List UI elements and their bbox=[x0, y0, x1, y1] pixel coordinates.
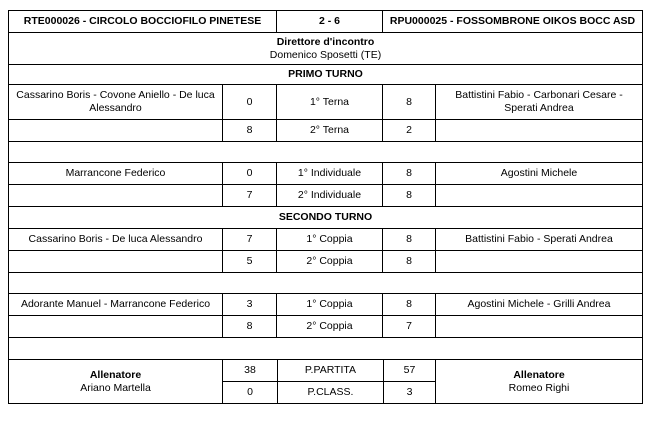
home-coach-title: Allenatore bbox=[89, 368, 142, 381]
footer-row bbox=[8, 360, 643, 404]
home-total: 0 bbox=[247, 386, 253, 398]
match-row bbox=[8, 120, 643, 142]
home-score: 3 bbox=[222, 294, 276, 315]
section-row-second-round bbox=[8, 207, 643, 229]
home-players-empty bbox=[9, 120, 222, 141]
home-coach-name: Ariano Martella bbox=[80, 381, 151, 394]
home-players: Adorante Manuel - Marrancone Federico bbox=[20, 298, 211, 310]
away-players: Agostini Michele bbox=[435, 163, 642, 184]
total-label: P.PARTITA bbox=[277, 360, 383, 381]
total-label: P.CLASS. bbox=[277, 382, 383, 403]
home-coach-cell bbox=[9, 360, 222, 403]
home-total: 38 bbox=[244, 364, 256, 376]
away-coach-name: Romeo Righi bbox=[508, 381, 570, 394]
home-score: 7 bbox=[222, 185, 276, 206]
away-players: Battistini Fabio - Carbonari Cesare - Sperati Andrea bbox=[435, 85, 642, 119]
away-score: 8 bbox=[382, 85, 435, 119]
header-row bbox=[8, 10, 643, 33]
away-score: 8 bbox=[382, 251, 435, 272]
away-score: 8 bbox=[382, 163, 435, 184]
home-players-empty bbox=[9, 185, 222, 206]
away-players: Battistini Fabio - Sperati Andrea bbox=[435, 229, 642, 250]
totals-row bbox=[223, 360, 435, 382]
away-score: 7 bbox=[382, 316, 435, 337]
game-label: 2° Coppia bbox=[276, 251, 382, 272]
home-score: 0 bbox=[222, 85, 276, 119]
director-cell bbox=[9, 33, 642, 64]
section-row-first-round bbox=[8, 65, 643, 85]
away-players-empty bbox=[435, 185, 642, 206]
match-row bbox=[8, 185, 643, 207]
game-label: 1° Coppia bbox=[276, 294, 382, 315]
away-players-empty bbox=[435, 316, 642, 337]
home-team-name: RTE000026 - CIRCOLO BOCCIOFILO PINETESE bbox=[23, 15, 262, 27]
game-label: 2° Individuale bbox=[276, 185, 382, 206]
game-label: 1° Terna bbox=[276, 85, 382, 119]
away-team-name: RPU000025 - FOSSOMBRONE OIKOS BOCC ASD bbox=[382, 11, 642, 32]
game-label: 1° Individuale bbox=[276, 163, 382, 184]
away-coach-title: Allenatore bbox=[513, 368, 565, 381]
match-report-sheet bbox=[8, 10, 643, 404]
totals-block bbox=[222, 360, 435, 403]
game-label: 1° Coppia bbox=[276, 229, 382, 250]
home-players: Cassarino Boris - De luca Alessandro bbox=[28, 233, 203, 245]
game-label: 2° Terna bbox=[276, 120, 382, 141]
match-row bbox=[8, 316, 643, 338]
home-score: 5 bbox=[222, 251, 276, 272]
match-row bbox=[8, 85, 643, 120]
home-players: Cassarino Boris - Covone Aniello - De luca Alessandro bbox=[16, 89, 215, 114]
away-score: 8 bbox=[382, 229, 435, 250]
home-score: 8 bbox=[222, 316, 276, 337]
home-players-empty bbox=[9, 316, 222, 337]
away-players-empty bbox=[435, 120, 642, 141]
home-score: 7 bbox=[222, 229, 276, 250]
away-total: 57 bbox=[383, 360, 435, 381]
home-players: Marrancone Federico bbox=[65, 167, 166, 179]
match-row bbox=[8, 163, 643, 185]
spacer-row bbox=[8, 273, 643, 294]
home-score: 8 bbox=[222, 120, 276, 141]
home-players-empty bbox=[9, 251, 222, 272]
home-score: 0 bbox=[222, 163, 276, 184]
away-players-empty bbox=[435, 251, 642, 272]
section-title: SECONDO TURNO bbox=[278, 211, 373, 223]
away-coach-cell bbox=[435, 360, 642, 403]
away-score: 8 bbox=[382, 294, 435, 315]
spacer-row bbox=[8, 142, 643, 163]
director-title: Direttore d'incontro bbox=[276, 35, 375, 48]
away-score: 8 bbox=[382, 185, 435, 206]
away-total: 3 bbox=[383, 382, 435, 403]
spacer-row bbox=[8, 338, 643, 360]
match-row bbox=[8, 229, 643, 251]
away-score: 2 bbox=[382, 120, 435, 141]
game-label: 2° Coppia bbox=[276, 316, 382, 337]
match-row bbox=[8, 251, 643, 273]
match-row bbox=[8, 294, 643, 316]
director-name: Domenico Sposetti (TE) bbox=[269, 48, 382, 61]
section-title: PRIMO TURNO bbox=[288, 68, 363, 80]
away-players: Agostini Michele - Grilli Andrea bbox=[435, 294, 642, 315]
final-score: 2 - 6 bbox=[276, 11, 382, 32]
totals-row bbox=[223, 382, 435, 403]
director-row bbox=[8, 33, 643, 65]
